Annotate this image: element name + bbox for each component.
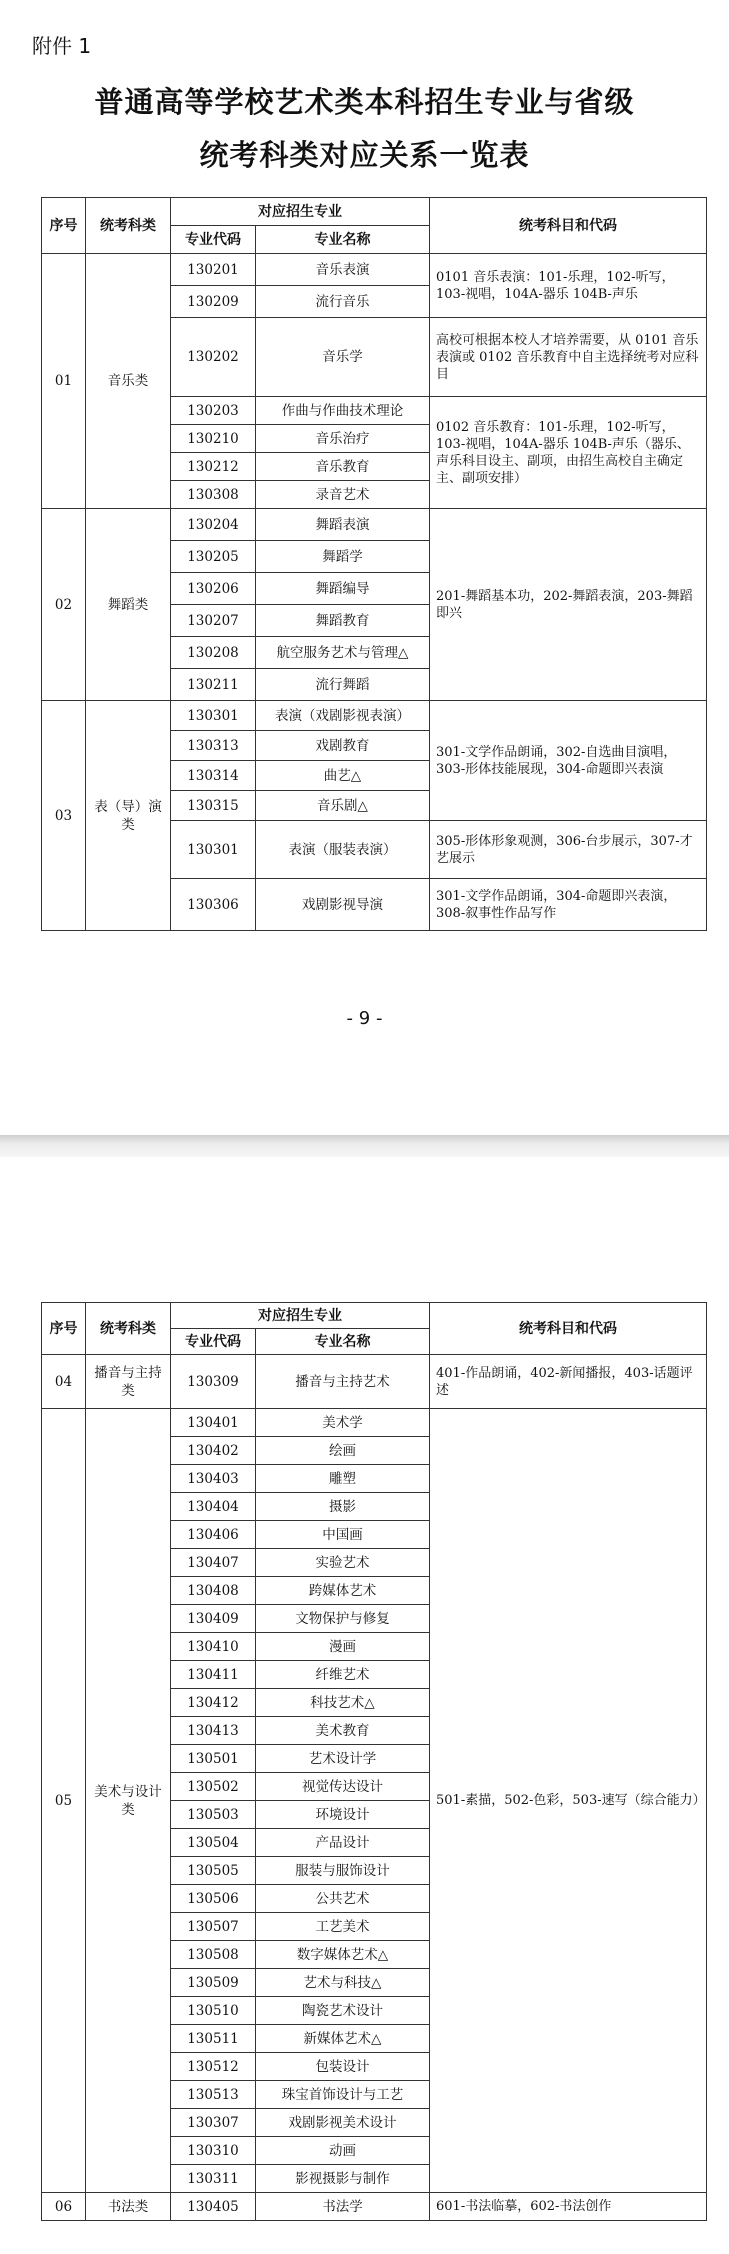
table-row (42, 1409, 707, 1437)
exam-subjects: 601-书法临摹，602-书法创作 (430, 2193, 707, 2221)
major-name: 陶瓷艺术设计 (256, 1997, 430, 2025)
table-row (42, 509, 707, 541)
major-code: 130207 (171, 605, 256, 637)
exam-subjects: 301-文学作品朗诵，302-自选曲目演唱，303-形体技能展现，304-命题即兴表演 (430, 701, 707, 821)
header-major-group: 对应招生专业 (171, 1303, 430, 1329)
mapping-table-part-1 (41, 197, 707, 931)
major-code: 130410 (171, 1633, 256, 1661)
major-name: 服装与服饰设计 (256, 1857, 430, 1885)
group-category: 音乐类 (86, 254, 171, 509)
major-code: 130506 (171, 1885, 256, 1913)
exam-subjects: 501-素描，502-色彩，503-速写（综合能力） (430, 1409, 707, 2193)
major-code: 130510 (171, 1997, 256, 2025)
major-name: 珠宝首饰设计与工艺 (256, 2081, 430, 2109)
header-name: 专业名称 (256, 1329, 430, 1355)
major-name: 舞蹈表演 (256, 509, 430, 541)
major-name: 漫画 (256, 1633, 430, 1661)
group-seq: 01 (42, 254, 86, 509)
major-code: 130301 (171, 821, 256, 879)
major-name: 绘画 (256, 1437, 430, 1465)
major-name: 流行舞蹈 (256, 669, 430, 701)
major-name: 实验艺术 (256, 1549, 430, 1577)
major-code: 130407 (171, 1549, 256, 1577)
major-code: 130206 (171, 573, 256, 605)
major-name: 表演（戏剧影视表演） (256, 701, 430, 731)
major-code: 130405 (171, 2193, 256, 2221)
major-name: 曲艺△ (256, 761, 430, 791)
major-name: 新媒体艺术△ (256, 2025, 430, 2053)
major-name: 航空服务艺术与管理△ (256, 637, 430, 669)
group-seq: 05 (42, 1409, 86, 2193)
major-name: 产品设计 (256, 1829, 430, 1857)
major-name: 戏剧教育 (256, 731, 430, 761)
header-name: 专业名称 (256, 226, 430, 254)
major-code: 130402 (171, 1437, 256, 1465)
major-name: 音乐表演 (256, 254, 430, 286)
major-name: 音乐治疗 (256, 425, 430, 453)
exam-subjects: 305-形体形象观测，306-台步展示，307-才艺展示 (430, 821, 707, 879)
major-code: 130503 (171, 1801, 256, 1829)
major-code: 130204 (171, 509, 256, 541)
major-name: 文物保护与修复 (256, 1605, 430, 1633)
major-name: 书法学 (256, 2193, 430, 2221)
major-name: 舞蹈编导 (256, 573, 430, 605)
major-name: 纤维艺术 (256, 1661, 430, 1689)
major-name: 作曲与作曲技术理论 (256, 397, 430, 425)
major-name: 舞蹈教育 (256, 605, 430, 637)
group-seq: 06 (42, 2193, 86, 2221)
major-code: 130403 (171, 1465, 256, 1493)
major-code: 130301 (171, 701, 256, 731)
major-name: 播音与主持艺术 (256, 1355, 430, 1409)
group-category: 播音与主持类 (86, 1355, 171, 1409)
major-name: 音乐学 (256, 318, 430, 397)
major-code: 130203 (171, 397, 256, 425)
major-name: 美术教育 (256, 1717, 430, 1745)
major-name: 科技艺术△ (256, 1689, 430, 1717)
major-code: 130508 (171, 1941, 256, 1969)
group-category: 表（导）演类 (86, 701, 171, 931)
major-code: 130307 (171, 2109, 256, 2137)
major-code: 130314 (171, 761, 256, 791)
major-code: 130505 (171, 1857, 256, 1885)
major-name: 音乐剧△ (256, 791, 430, 821)
major-code: 130308 (171, 481, 256, 509)
exam-subjects: 0102 音乐教育：101-乐理，102-听写，103-视唱，104A-器乐 104B-声乐（器乐、声乐科目设主、副项，由招生高校自主确定主、副项安排） (430, 397, 707, 509)
major-code: 130208 (171, 637, 256, 669)
major-code: 130409 (171, 1605, 256, 1633)
header-category: 统考科类 (86, 1303, 171, 1355)
group-seq: 03 (42, 701, 86, 931)
major-code: 130513 (171, 2081, 256, 2109)
major-name: 中国画 (256, 1521, 430, 1549)
major-code: 130313 (171, 731, 256, 761)
major-code: 130511 (171, 2025, 256, 2053)
major-code: 130211 (171, 669, 256, 701)
major-code: 130512 (171, 2053, 256, 2081)
major-name: 流行音乐 (256, 286, 430, 318)
table-row (42, 254, 707, 286)
major-code: 130404 (171, 1493, 256, 1521)
major-name: 美术学 (256, 1409, 430, 1437)
exam-subjects: 301-文学作品朗诵，304-命题即兴表演，308-叙事性作品写作 (430, 879, 707, 931)
major-name: 公共艺术 (256, 1885, 430, 1913)
major-code: 130412 (171, 1689, 256, 1717)
header-category: 统考科类 (86, 198, 171, 254)
major-code: 130408 (171, 1577, 256, 1605)
major-name: 戏剧影视导演 (256, 879, 430, 931)
header-code: 专业代码 (171, 226, 256, 254)
major-code: 130310 (171, 2137, 256, 2165)
major-name: 舞蹈学 (256, 541, 430, 573)
major-name: 工艺美术 (256, 1913, 430, 1941)
major-name: 跨媒体艺术 (256, 1577, 430, 1605)
major-code: 130210 (171, 425, 256, 453)
major-name: 艺术与科技△ (256, 1969, 430, 1997)
major-name: 录音艺术 (256, 481, 430, 509)
major-code: 130315 (171, 791, 256, 821)
table-row (42, 1355, 707, 1409)
major-name: 影视摄影与制作 (256, 2165, 430, 2193)
major-code: 130507 (171, 1913, 256, 1941)
table-row (42, 2193, 707, 2221)
header-seq: 序号 (42, 198, 86, 254)
major-name: 表演（服装表演） (256, 821, 430, 879)
major-code: 130209 (171, 286, 256, 318)
attachment-label: 附件 1 (32, 34, 92, 58)
major-code: 130504 (171, 1829, 256, 1857)
major-name: 音乐教育 (256, 453, 430, 481)
header-subjects: 统考科目和代码 (430, 1303, 707, 1355)
exam-subjects: 0101 音乐表演：101-乐理，102-听写，103-视唱，104A-器乐 104B-声乐 (430, 254, 707, 318)
header-major-group: 对应招生专业 (171, 198, 430, 226)
major-code: 130509 (171, 1969, 256, 1997)
major-code: 130413 (171, 1717, 256, 1745)
group-seq: 04 (42, 1355, 86, 1409)
major-code: 130311 (171, 2165, 256, 2193)
major-code: 130205 (171, 541, 256, 573)
header-code: 专业代码 (171, 1329, 256, 1355)
mapping-table-part-2 (41, 1302, 707, 2221)
exam-subjects: 201-舞蹈基本功，202-舞蹈表演，203-舞蹈即兴 (430, 509, 707, 701)
page-separator (0, 1135, 729, 1157)
major-name: 数字媒体艺术△ (256, 1941, 430, 1969)
major-name: 摄影 (256, 1493, 430, 1521)
group-category: 舞蹈类 (86, 509, 171, 701)
major-code: 130501 (171, 1745, 256, 1773)
header-seq: 序号 (42, 1303, 86, 1355)
major-code: 130406 (171, 1521, 256, 1549)
exam-subjects: 高校可根据本校人才培养需要，从 0101 音乐表演或 0102 音乐教育中自主选择统考对应科目 (430, 318, 707, 397)
exam-subjects: 401-作品朗诵，402-新闻播报，403-话题评述 (430, 1355, 707, 1409)
major-code: 130401 (171, 1409, 256, 1437)
group-category: 书法类 (86, 2193, 171, 2221)
major-name: 动画 (256, 2137, 430, 2165)
major-code: 130306 (171, 879, 256, 931)
major-code: 130212 (171, 453, 256, 481)
major-code: 130502 (171, 1773, 256, 1801)
major-code: 130201 (171, 254, 256, 286)
document-title-line-1: 普通高等学校艺术类本科招生专业与省级 (94, 85, 635, 119)
major-code: 130202 (171, 318, 256, 397)
major-name: 视觉传达设计 (256, 1773, 430, 1801)
header-subjects: 统考科目和代码 (430, 198, 707, 254)
major-name: 雕塑 (256, 1465, 430, 1493)
table-row (42, 701, 707, 731)
major-name: 环境设计 (256, 1801, 430, 1829)
group-category: 美术与设计类 (86, 1409, 171, 2193)
major-name: 包装设计 (256, 2053, 430, 2081)
major-name: 戏剧影视美术设计 (256, 2109, 430, 2137)
major-name: 艺术设计学 (256, 1745, 430, 1773)
page-number: - 9 - (346, 1008, 383, 1029)
major-code: 130309 (171, 1355, 256, 1409)
document-title-line-2: 统考科类对应关系一览表 (199, 138, 530, 172)
group-seq: 02 (42, 509, 86, 701)
major-code: 130411 (171, 1661, 256, 1689)
